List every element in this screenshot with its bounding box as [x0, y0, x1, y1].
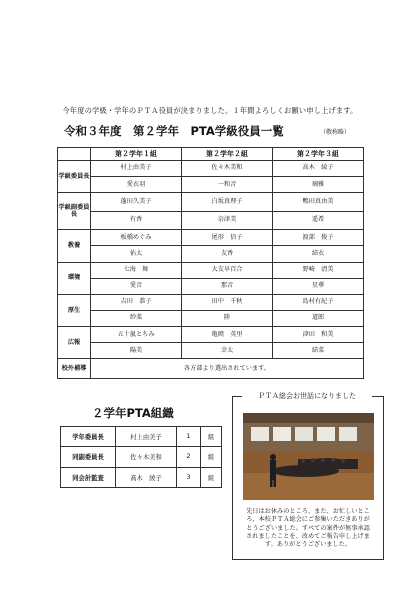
class-unit-cell: 組	[201, 447, 222, 467]
parent-name-cell: 鴨田真由美	[273, 193, 364, 211]
child-name-cell: 璃雅	[273, 177, 364, 193]
class-number-cell: 1	[177, 427, 201, 447]
child-name-cell: 奈津美	[182, 211, 273, 229]
parent-name-cell: 蓬田久美子	[91, 193, 182, 211]
child-name-cell: 結衣	[273, 246, 364, 262]
page-title: 令和３年度 第２学年 PTA学級役員一覧	[64, 124, 284, 138]
table-row	[58, 310, 364, 326]
child-name-cell: 友香	[182, 246, 273, 262]
table-row	[58, 359, 364, 379]
parent-name-cell: 大友早百合	[182, 262, 273, 278]
category-cell: 教養	[58, 230, 91, 262]
class-unit-cell: 組	[201, 427, 222, 447]
header-class-1: 第２学年１組	[91, 148, 182, 161]
child-name-cell: 愛衣羽	[91, 177, 182, 193]
child-name-cell: 愛音	[91, 278, 182, 294]
category-cell: 校外補導	[58, 359, 91, 379]
table-row	[58, 230, 364, 246]
header-corner	[58, 148, 91, 161]
parent-name-cell: 吉田 恭子	[91, 294, 182, 310]
child-name-cell: 有香	[91, 211, 182, 229]
parent-name-cell: 島村有紀子	[273, 294, 364, 310]
child-name-cell: 紗菜	[91, 310, 182, 326]
child-name-cell: 佑太	[91, 246, 182, 262]
table-row	[61, 427, 222, 447]
table-row	[58, 193, 364, 211]
child-name-cell: 道郎	[273, 310, 364, 326]
parent-name-cell: 佐々木美和	[182, 161, 273, 177]
child-name-cell: 陸	[182, 310, 273, 326]
pta-organization-table	[60, 426, 222, 488]
pta-section-title: ２学年PTA組織	[92, 406, 174, 420]
category-cell: 広報	[58, 327, 91, 359]
category-cell: 学級副委員長	[58, 193, 91, 230]
role-cell: 同副委員長	[61, 447, 116, 467]
table-row	[61, 467, 222, 487]
child-name-cell: 星華	[273, 278, 364, 294]
table-row	[58, 327, 364, 343]
officers-header-row	[58, 148, 364, 161]
category-cell: 厚生	[58, 294, 91, 326]
child-name-cell: 幸太	[182, 343, 273, 359]
table-row	[58, 161, 364, 177]
table-row	[58, 278, 364, 294]
table-row	[61, 447, 222, 467]
class-number-cell: 2	[177, 447, 201, 467]
school-patrol-note: 各方部より選出されています。	[91, 359, 364, 379]
pta-meeting-box-title: ＰＴＡ総会お世話になりました	[242, 391, 372, 401]
parent-name-cell: 亀岡 英里	[182, 327, 273, 343]
category-cell: 環境	[58, 262, 91, 294]
parent-name-cell: 尾形 信子	[182, 230, 273, 246]
child-name-cell: 那音	[182, 278, 273, 294]
category-cell: 学級委員長	[58, 161, 91, 193]
role-cell: 同会計監査	[61, 467, 116, 487]
table-row	[58, 211, 364, 229]
table-row	[58, 262, 364, 278]
class-number-cell: 3	[177, 467, 201, 487]
role-cell: 学年委員長	[61, 427, 116, 447]
child-name-cell: 陽美	[91, 343, 182, 359]
name-cell: 村上由美子	[116, 427, 177, 447]
table-row	[58, 177, 364, 193]
parent-name-cell: 野崎 清美	[273, 262, 364, 278]
thank-you-message: 先日はお休みのところ、また、お忙しいところ、本校ＰＴＡ総会にご参集いただきありがとうございました。すべての案件が無事承認されましたことを、改めてご報告申し上げます。ありがとうございました。	[246, 508, 370, 549]
parent-name-cell: 津田 和美	[273, 327, 364, 343]
class-unit-cell: 組	[201, 467, 222, 487]
child-name-cell: 遥希	[273, 211, 364, 229]
child-name-cell: 結菜	[273, 343, 364, 359]
name-cell: 髙木 綾子	[116, 467, 177, 487]
parent-name-cell: 白坂真理子	[182, 193, 273, 211]
parent-name-cell: 板橋めぐみ	[91, 230, 182, 246]
name-cell: 佐々木美和	[116, 447, 177, 467]
table-row	[58, 343, 364, 359]
parent-name-cell: 渡部 俊子	[273, 230, 364, 246]
parent-name-cell: 村上由美子	[91, 161, 182, 177]
parent-name-cell: 七海 舞	[91, 262, 182, 278]
table-row	[58, 294, 364, 310]
child-name-cell: 一和音	[182, 177, 273, 193]
parent-name-cell: 五十嵐とちみ	[91, 327, 182, 343]
header-class-3: 第２学年３組	[273, 148, 364, 161]
intro-text: 今年度の学級・学年のＰＴＡ役員が決まりました。１年間よろしくお願い申し上げます。	[62, 106, 358, 115]
header-class-2: 第２学年２組	[182, 148, 273, 161]
gymnasium-meeting-photo	[243, 413, 374, 500]
parent-name-cell: 高木 綾子	[273, 161, 364, 177]
table-row	[58, 246, 364, 262]
officers-table	[57, 147, 364, 379]
parent-name-cell: 田中 千秋	[182, 294, 273, 310]
honorific-note: （敬称略）	[320, 129, 351, 136]
